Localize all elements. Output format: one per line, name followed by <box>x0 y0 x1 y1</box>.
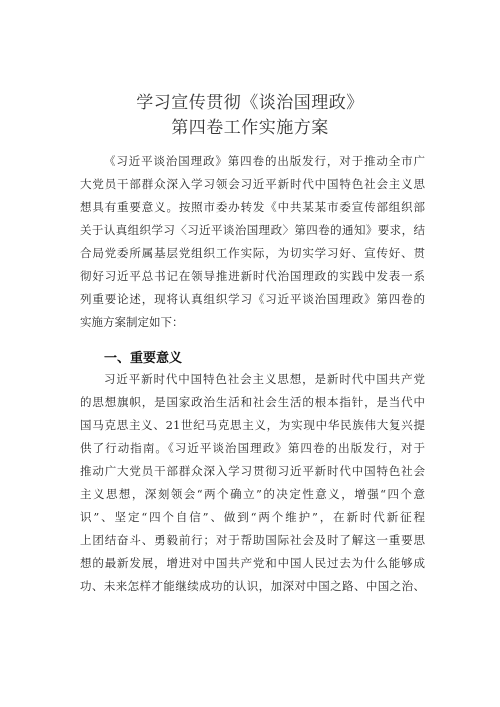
paragraph-line: 关于认真组织学习〈习近平谈治国理政〉第四卷的通知》要求，结 <box>80 223 425 237</box>
paragraph-line: 想具有重要意义。按照市委办转发《中共某某市委宣传部组织部 <box>80 200 425 214</box>
paragraph-line: 的思想旗帜，是国家政治生活和社会生活的根本指针，是当代中 <box>80 395 425 409</box>
intro-paragraph <box>80 150 425 334</box>
document-title-line-2: 第四卷工作实施方案 <box>171 118 329 138</box>
paragraph-line: 习近平新时代中国特色社会主义思想，是新时代中国共产党 <box>104 372 425 386</box>
paragraph-line: 大党员干部群众深入学习领会习近平新时代中国特色社会主义思 <box>80 177 425 191</box>
paragraph-line: 供了行动指南。《习近平谈治国理政》第四卷的出版发行，对于 <box>80 441 425 455</box>
paragraph-line: 上团结奋斗、勇毅前行；对于帮助国际社会及时了解这一重要思 <box>80 533 425 547</box>
document-title-line-1: 学习宣传贯彻《谈治国理政》 <box>136 93 364 113</box>
section-1-paragraph <box>80 368 425 598</box>
paragraph-line: 识”、坚定“四个自信”、做到“两个维护”，在新时代新征程 <box>80 510 425 524</box>
paragraph-line: 主义思想，深刻领会“两个确立”的决定性意义，增强“四个意 <box>80 487 425 501</box>
paragraph-line: 想的最新发展，增进对中国共产党和中国人民过去为什么能够成 <box>80 556 425 570</box>
paragraph-line: 功、未来怎样才能继续成功的认识，加深对中国之路、中国之治、 <box>80 579 425 593</box>
paragraph-line: 彻好习近平总书记在领导推进新时代治国理政的实践中发表一系 <box>80 269 425 283</box>
paragraph-line: 《习近平谈治国理政》第四卷的出版发行，对于推动全市广 <box>104 154 425 168</box>
section-heading: 一、重要意义 <box>104 351 183 366</box>
paragraph-line: 实施方案制定如下： <box>80 315 184 329</box>
paragraph-line: 列重要论述，现将认真组织学习《习近平谈治国理政》第四卷的 <box>80 292 425 306</box>
paragraph-line: 国马克思主义、21世纪马克思主义，为实现中华民族伟大复兴提 <box>80 418 425 432</box>
paragraph-line: 合局党委所属基层党组织工作实际，为切实学习好、宣传好、贯 <box>80 246 425 260</box>
paragraph-line: 推动广大党员干部群众深入学习贯彻习近平新时代中国特色社会 <box>80 464 425 478</box>
